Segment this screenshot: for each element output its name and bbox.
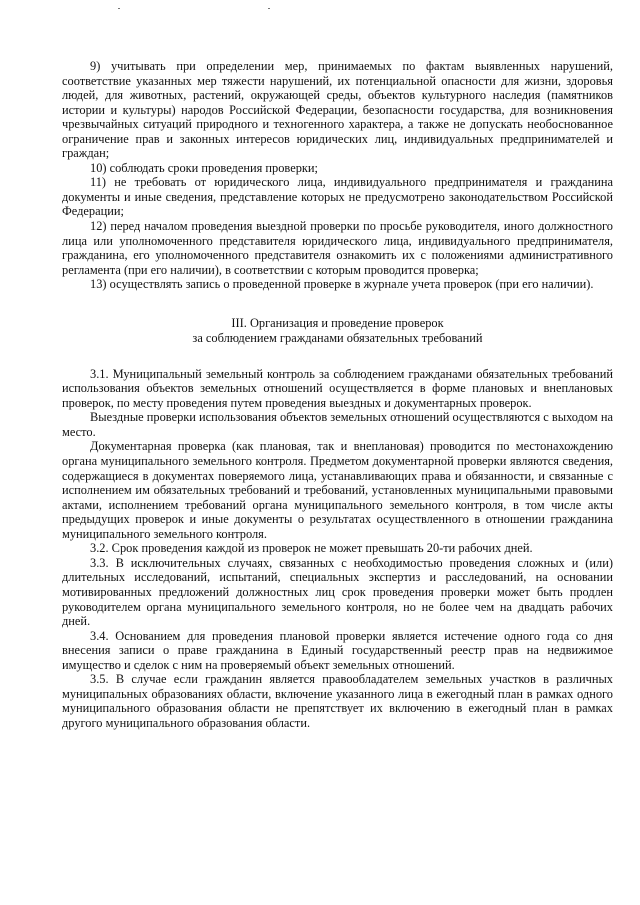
paragraph-3-3: 3.3. В исключительных случаях, связанных с необходимостью проведения сложных и (или) длительных исследований, испытаний, специальных экспертиз и расследований, на основании мотивированных предложений должностных лиц срок проведения проверки может быть продлен руководителем органа муниципального земельного контроля, но не более чем на двадцать рабочих дней.	[62, 555, 613, 629]
list-item-11: 11) не требовать от юридического лица, индивидуального предпринимателя и гражданина документы и иные сведения, представление которых не предусмотрено законодательством Российской Федерации;	[62, 175, 613, 219]
paragraph-3-1: 3.1. Муниципальный земельный контроль за соблюдением гражданами обязательных требований использования объектов земельных отношений осуществляется в форме плановых и внеплановых проверок, по месту проведения путем проведения выездных и документарных проверок.	[62, 366, 613, 410]
section-title: III. Организация и проведение проверок	[231, 315, 444, 330]
document-body	[62, 59, 613, 730]
list-item-13: 13) осуществлять запись о проведенной проверке в журнале учета проверок (при его наличии).	[90, 277, 594, 292]
paragraph-3-4: 3.4. Основанием для проведения плановой проверки является истечение одного года со дня внесения записи о праве гражданина в Единый государственный реестр прав на недвижимое имущество и сделок с ним на проверяемый объект земельных отношений.	[62, 628, 613, 672]
paragraph-3-2: 3.2. Срок проведения каждой из проверок не может превышать 20-ти рабочих дней.	[90, 541, 533, 556]
paragraph-documentary-inspection: Документарная проверка (как плановая, так и внеплановая) проводится по местонахождению органа муниципального земельного контроля. Предметом документарной проверки являются сведения, содержащиеся в документах поверяемого лица, устанавливающих права и обязанности, и связанные с исполнением им обязательных требований и требований, установленных муниципальными правовыми актами, исполнением требований органа муниципального земельного контроля, в том числе акты предыдущих проверок и иные документы о результатах осуществленного в отношении гражданина муниципального земельного контроля.	[62, 439, 613, 541]
list-item-9: 9) учитывать при определении мер, принимаемых по фактам выявленных нарушений, соответствие указанных мер тяжести нарушений, их потенциальной опасности для жизни, здоровья людей, для животных, растений, окружающей среды, объектов культурного наследия (памятников истории и культуры) народов Российской Федерации, безопасности государства, для возникновения чрезвычайных ситуаций природного и техногенного характера, а также не допускать необоснованное ограничение прав и законных интересов юридических лиц, индивидуальных предпринимателей и граждан;	[62, 59, 613, 161]
paragraph-3-5: 3.5. В случае если гражданин является правообладателем земельных участков в различных муниципальных образованиях области, включение указанного лица в ежегодный план в рамках одного муниципального образования области не препятствует их включению в ежегодный план в рамках другого муниципального образования области.	[62, 672, 613, 730]
list-item-10: 10) соблюдать сроки проведения проверки;	[90, 160, 318, 175]
list-item-12: 12) перед началом проведения выездной проверки по просьбе руководителя, иного должностного лица или уполномоченного представителя юридического лица, индивидуального предпринимателя, гражданина, его уполномоченного представителя ознакомить их с положениями административного регламента (при его наличии), в соответствии с которым проводится проверка;	[62, 219, 613, 277]
section-heading	[62, 316, 613, 346]
scan-speck	[118, 8, 120, 9]
scan-speck	[268, 8, 270, 9]
section-subtitle: за соблюдением гражданами обязательных требований	[192, 330, 483, 345]
paragraph-field-inspections: Выездные проверки использования объектов земельных отношений осуществляются с выходом на место.	[62, 410, 613, 439]
